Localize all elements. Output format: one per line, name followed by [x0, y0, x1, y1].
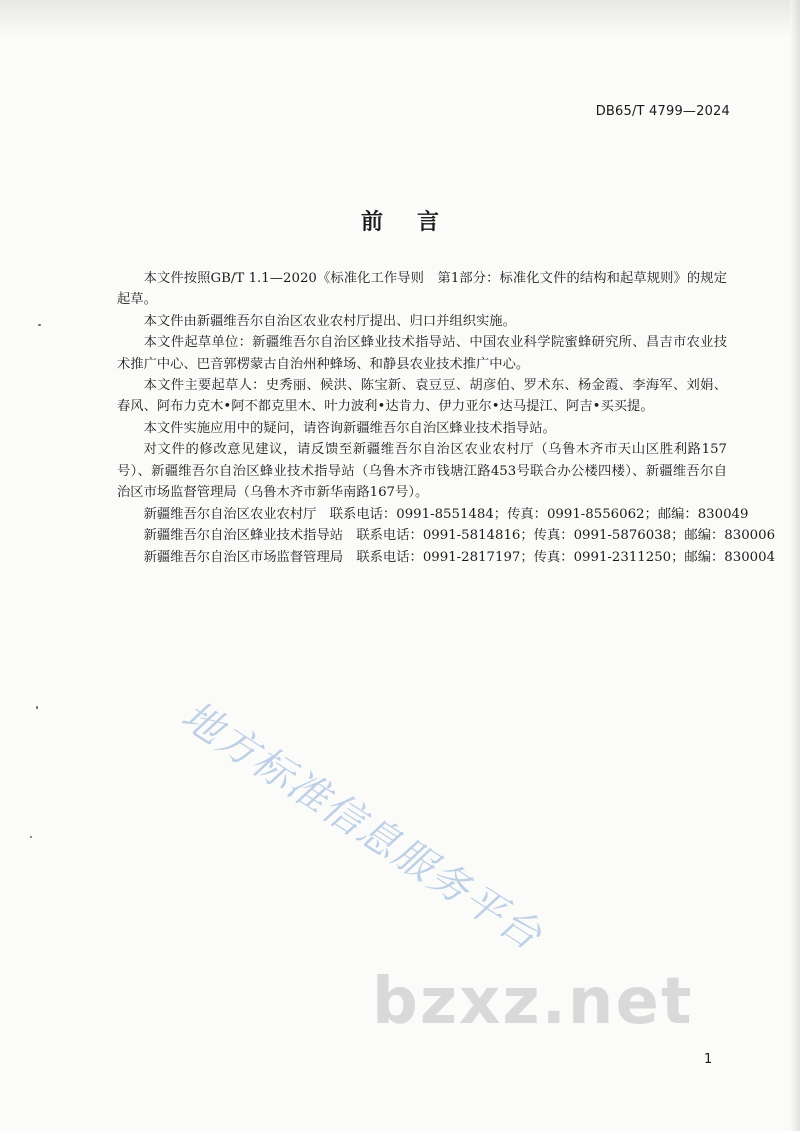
foreword-body [117, 268, 727, 503]
paragraph-drafting-rules: 本文件按照GB/T 1.1—2020《标准化工作导则 第1部分：标准化文件的结构和起草规则》的规定起草。 [117, 271, 727, 308]
contact-list [117, 504, 776, 568]
contact-row: 新疆维吾尔自治区农业农村厅 联系电话：0991-8551484；传真：0991-8556062；邮编：830049 [143, 507, 749, 522]
contact-row: 新疆维吾尔自治区蜂业技术指导站 联系电话：0991-5814816；传真：0991-5876038；邮编：830006 [143, 528, 776, 544]
paragraph-proposer: 本文件由新疆维吾尔自治区农业农村厅提出、归口并组织实施。 [143, 313, 516, 329]
paragraph-drafters: 本文件主要起草人：史秀丽、候洪、陈宝新、袁豆豆、胡彦伯、罗术东、杨金霞、李海军、刘娟、春风、阿布力克木•阿不都克里木、叶力波利•达肯力、伊力亚尔•达马提江、阿吉•买买提。 [117, 378, 727, 415]
watermark-text: 地方标准信息服务平台 [173, 692, 551, 960]
paragraph-feedback: 对文件的修改意见建议，请反馈至新疆维吾尔自治区农业农村厅（乌鲁木齐市天山区胜利路157号）、新疆维吾尔自治区蜂业技术指导站（乌鲁木齐市钱塘江路453号联合办公楼四楼）、新疆维吾尔自治区市场监督管理局（乌鲁木齐市新华南路167号）。 [117, 442, 727, 501]
scan-speck [38, 324, 41, 326]
paragraph-drafting-units: 本文件起草单位：新疆维吾尔自治区蜂业技术指导站、中国农业科学院蜜蜂研究所、昌吉市农业技术推广中心、巴音郭楞蒙古自治州种蜂场、和静县农业技术推广中心。 [117, 335, 727, 372]
site-logo-watermark: bzxz.net [372, 965, 694, 1039]
scan-shadow-top [0, 0, 800, 38]
scan-speck [30, 836, 32, 838]
document-code: DB65/T 4799—2024 [595, 104, 730, 119]
page-number: 1 [704, 1052, 713, 1067]
scan-shadow-right [790, 0, 800, 1131]
page-title: 前言 [360, 210, 473, 235]
contact-row: 新疆维吾尔自治区市场监督管理局 联系电话：0991-2817197；传真：0991-2311250；邮编：830004 [143, 549, 776, 565]
paragraph-inquiries: 本文件实施应用中的疑问，请咨询新疆维吾尔自治区蜂业技术指导站。 [143, 420, 556, 436]
scan-speck [36, 706, 38, 709]
